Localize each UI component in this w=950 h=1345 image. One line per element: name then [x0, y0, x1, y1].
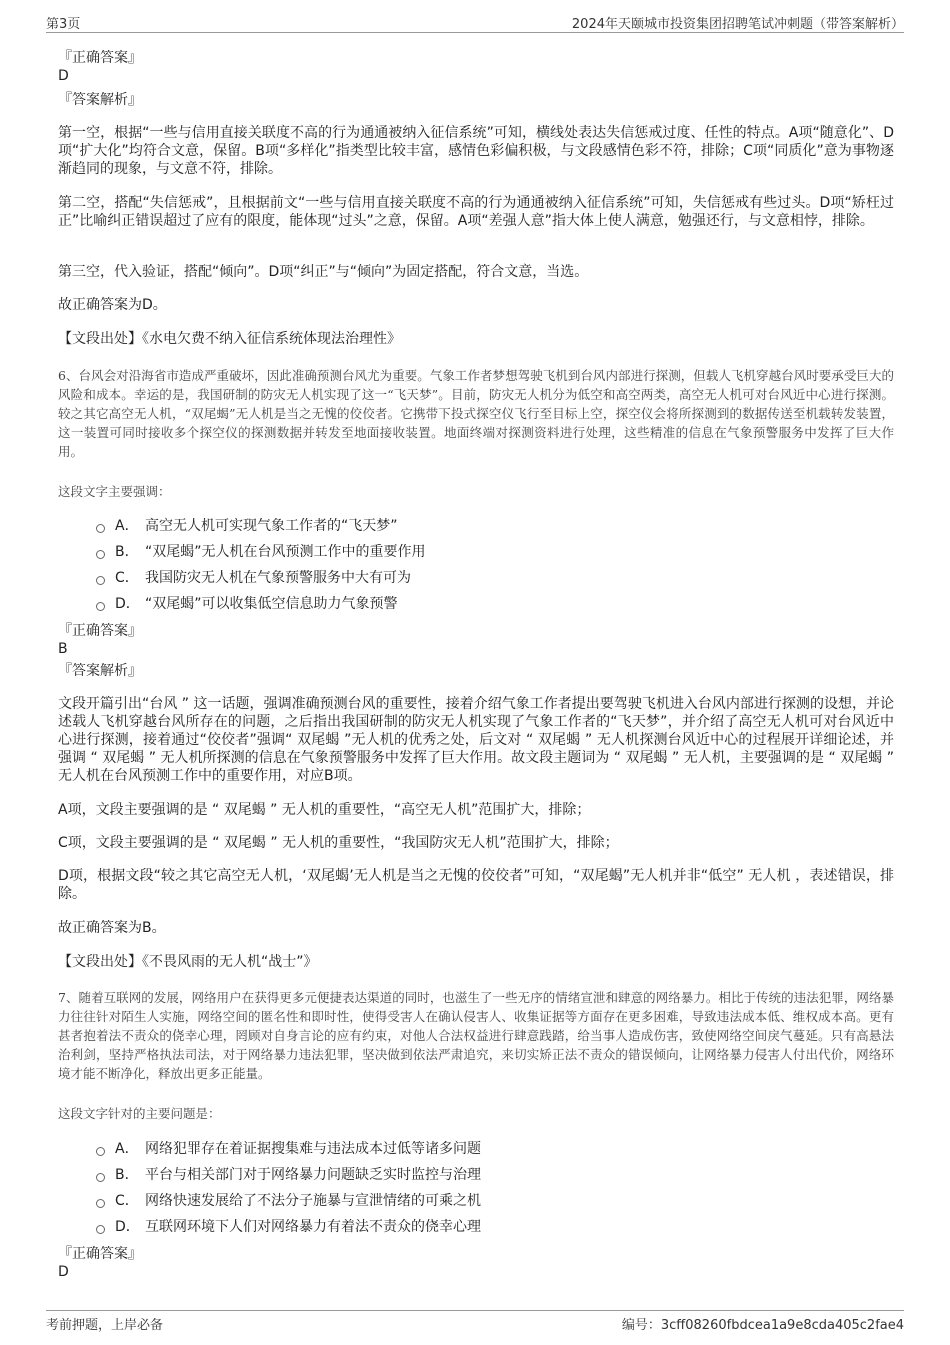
question-prompt: 这段文字主要强调： [58, 484, 171, 499]
option-text: 高空无人机可实现气象工作者的“飞天梦” [145, 518, 398, 534]
analysis-paragraph: 文段开篇引出“台风 ” 这一话题，强调准确预测台风的重要性，接着介绍气象工作者提出要驾驶飞机进入台风内部进行探测的设想，并论述载人飞机穿越台风所存在的问题，之后指出我国研制的防灾无人机实现了气象工作者的“飞天梦”，并介绍了高空无人机可对台风近中心进行探测，接着通过“佼佼者”强调“ 双尾蝎 ”无人机的优秀之处，后文对 “ 双尾蝎 ” 无人机探测台风近中心的过程展开详细论述，并强调 “ 双尾蝎 ” 无人机所探测的信息在气象预警服务中发挥了巨大作用。故文段主题词为 “ 双尾蝎 ” 无人机，主要强调的是 “ 双尾蝎 ” 无人机在台风预测工作中的重要作用，对应B项。 [58, 696, 894, 784]
option-letter: C． [115, 570, 139, 586]
question-prompt: 这段文字针对的主要问题是： [58, 1106, 221, 1121]
analysis-heading: 『答案解析』 [58, 92, 142, 108]
document-id: 编号：3cff08260fbdcea1a9e8cda405c2fae4 [621, 1318, 904, 1333]
header-divider [46, 32, 904, 33]
option-text: “双尾蝎”可以收集低空信息助力气象预警 [145, 596, 398, 612]
option-text: 网络快速发展给了不法分子施暴与宣泄情绪的可乘之机 [145, 1193, 481, 1209]
question-stem: 7、随着互联网的发展，网络用户在获得更多元便捷表达渠道的同时，也滋生了一些无序的情绪宣泄和肆意的网络暴力。相比于传统的违法犯罪，网络暴力往往针对陌生人实施，网络空间的匿名性和即时性，使得受害人在确认侵害人、收集证据等方面存在更多困难，导致违法成本低、维权成本高。更有甚者抱着法不责众的侥幸心理，罔顾对自身言论的应有约束，对他人合法权益进行肆意践踏，给当事人造成伤害，致使网络空间戾气蔓延。只有高悬法治利剑，坚持严格执法司法，对于网络暴力违法犯罪，坚决做到依法严肃追究，来切实矫正法不责众的错误倾向，让网络暴力侵害人付出代价，网络环境才能不断净化，释放出更多正能量。 [58, 990, 894, 1081]
option-text: 互联网环境下人们对网络暴力有着法不责众的侥幸心理 [145, 1219, 481, 1235]
radio-button-icon[interactable] [96, 1173, 105, 1182]
analysis-paragraph: D项，根据文段“较之其它高空无人机，‘双尾蝎’无人机是当之无愧的佼佼者”可知，“双尾蝎”无人机并非“低空” 无人机 ，表述错误，排除。 [58, 868, 894, 902]
footer-divider [46, 1310, 904, 1311]
page-number: 第3页 [46, 17, 81, 32]
radio-button-icon[interactable] [96, 1225, 105, 1234]
question-stem: 6、台风会对沿海省市造成严重破坏，因此准确预测台风尤为重要。气象工作者梦想驾驶飞机到台风内部进行探测，但载人飞机穿越台风时要承受巨大的风险和成本。幸运的是，我国研制的防灾无人机实现了这一“飞天梦”。目前，防灾无人机分为低空和高空两类，高空无人机可对台风近中心进行探测。较之其它高空无人机，“双尾蝎”无人机是当之无愧的佼佼者。它携带下投式探空仪飞行至目标上空，探空仪会将所探测到的数据传送至机载转发装置，这一装置可同时接收多个探空仪的探测数据并转发至地面接收装置。地面终端对探测资料进行处理，这些精准的信息在气象预警服务中发挥了巨大作用。 [58, 368, 894, 459]
option-letter: C． [115, 1193, 139, 1209]
analysis-paragraph: A项，文段主要强调的是 “ 双尾蝎 ” 无人机的重要性，“高空无人机”范围扩大，排除； [58, 802, 591, 818]
option-text: 我国防灾无人机在气象预警服务中大有可为 [145, 570, 411, 586]
option-c[interactable] [96, 567, 411, 587]
radio-button-icon[interactable] [96, 524, 105, 533]
option-letter: D． [115, 1219, 140, 1235]
option-a[interactable] [96, 1138, 481, 1158]
option-letter: A． [115, 1141, 139, 1157]
source-citation: 【文段出处】《不畏风雨的无人机“战士”》 [58, 954, 318, 970]
analysis-conclusion: 故正确答案为B。 [58, 920, 166, 936]
analysis-conclusion: 故正确答案为D。 [58, 297, 167, 313]
option-letter: B． [115, 1167, 139, 1183]
option-letter: B． [115, 544, 139, 560]
option-b[interactable] [96, 541, 426, 561]
option-d[interactable] [96, 593, 398, 613]
analysis-paragraph: 第二空，搭配“失信惩戒”，且根据前文“一些与信用直接关联度不高的行为通通被纳入征信系统”可知，失信惩戒有些过头。D项“矫枉过正”比喻纠正错误超过了应有的限度，能体现“过头”之意，保留。A项“差强人意”指大体上使人满意，勉强还行，与文意相悖，排除。 [58, 195, 894, 229]
option-letter: A． [115, 518, 139, 534]
option-letter: D． [115, 596, 140, 612]
analysis-heading: 『答案解析』 [58, 663, 142, 679]
radio-button-icon[interactable] [96, 576, 105, 585]
option-b[interactable] [96, 1164, 481, 1184]
radio-button-icon[interactable] [96, 602, 105, 611]
answer-heading: 『正确答案』 [58, 1246, 142, 1262]
option-text: 平台与相关部门对于网络暴力问题缺乏实时监控与治理 [145, 1167, 481, 1183]
radio-button-icon[interactable] [96, 550, 105, 559]
option-d[interactable] [96, 1216, 481, 1236]
option-text: 网络犯罪存在着证据搜集难与违法成本过低等诸多问题 [145, 1141, 481, 1157]
answer-heading: 『正确答案』 [58, 50, 142, 66]
answer-value: D [58, 68, 69, 84]
footer-slogan: 考前押题，上岸必备 [46, 1318, 164, 1333]
radio-button-icon[interactable] [96, 1147, 105, 1156]
option-a[interactable] [96, 515, 398, 535]
option-c[interactable] [96, 1190, 481, 1210]
document-title: 2024年天颐城市投资集团招聘笔试冲刺题（带答案解析） [571, 17, 904, 32]
analysis-paragraph: 第一空，根据“一些与信用直接关联度不高的行为通通被纳入征信系统”可知，横线处表达失信惩戒过度、任性的特点。A项“随意化”、D项“扩大化”均符合文意，保留。B项“多样化”指类型比较丰富，感情色彩偏积极，与文段感情色彩不符，排除；C项“同质化”意为事物逐渐趋同的现象，与文意不符，排除。 [58, 125, 894, 177]
option-text: “双尾蝎”无人机在台风预测工作中的重要作用 [145, 544, 426, 560]
answer-heading: 『正确答案』 [58, 623, 142, 639]
answer-value: D [58, 1264, 69, 1280]
source-citation: 【文段出处】《水电欠费不纳入征信系统体现法治理性》 [58, 331, 401, 347]
radio-button-icon[interactable] [96, 1199, 105, 1208]
answer-value: B [58, 641, 68, 657]
analysis-paragraph: 第三空，代入验证，搭配“倾向”。D项“纠正”与“倾向”为固定搭配，符合文意，当选。 [58, 264, 589, 280]
analysis-paragraph: C项，文段主要强调的是 “ 双尾蝎 ” 无人机的重要性，“我国防灾无人机”范围扩大，排除； [58, 835, 619, 851]
